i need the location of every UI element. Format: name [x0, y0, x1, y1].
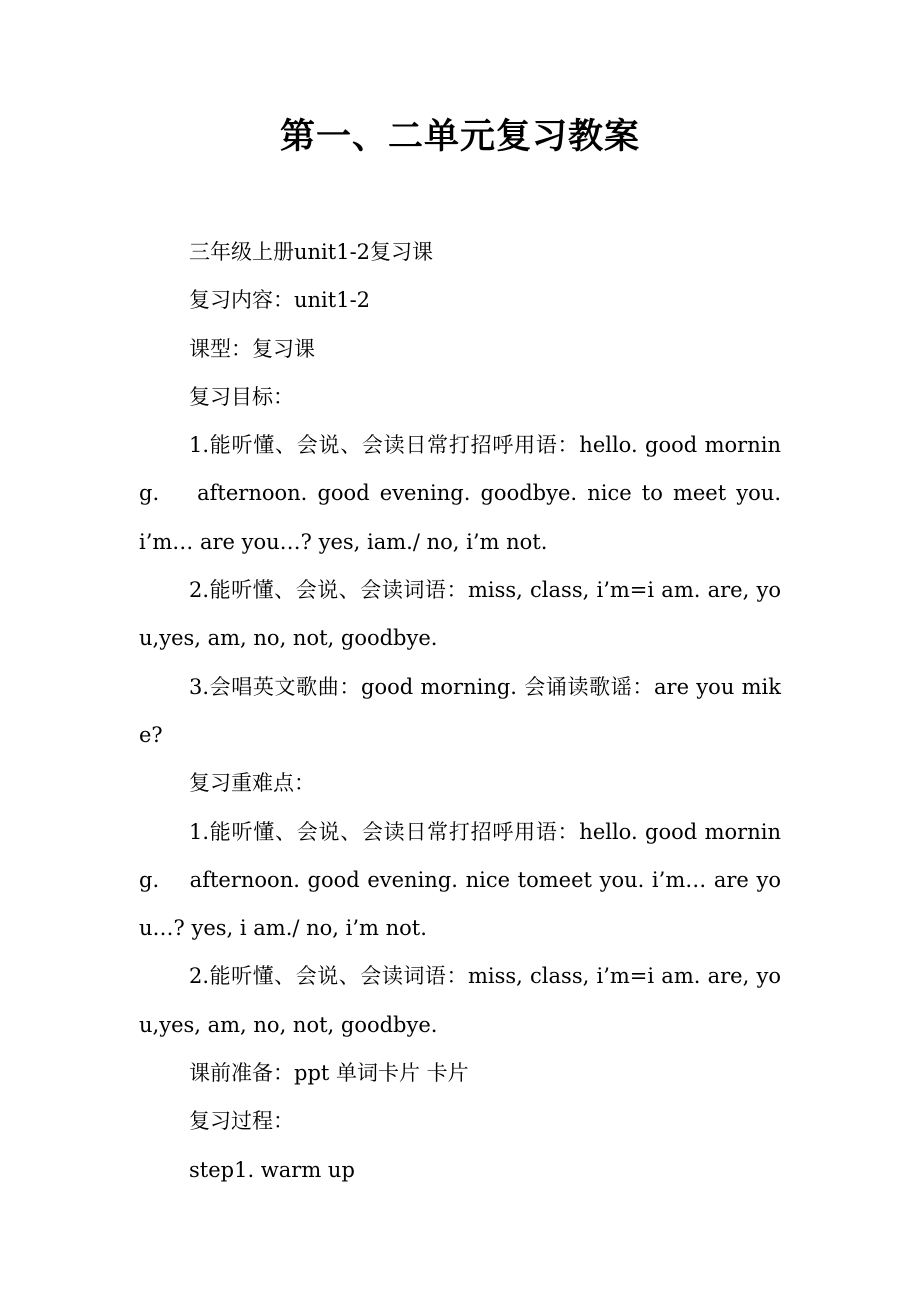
paragraph-objective-2: 2.能听懂、会说、会读词语：miss, class, i’m=i am. are, you,yes, am, no, not, goodbye.	[139, 578, 781, 651]
paragraph-preparation: 课前准备：ppt 单词卡片 卡片	[189, 1061, 469, 1086]
paragraph-key-point-2: 2.能听懂、会说、会读词语：miss, class, i’m=i am. are, you,yes, am, no, not, goodbye.	[139, 964, 781, 1037]
paragraph-lesson-type: 课型：复习课	[189, 336, 315, 361]
paragraph-key-points-heading: 复习重难点：	[189, 771, 315, 796]
page-title: 第一、二单元复习教案	[279, 116, 640, 157]
document-body	[139, 228, 781, 1194]
paragraph-objective-1: 1.能听懂、会说、会读日常打招呼用语：hello. good morning. afternoon. good evening. goodbye. nice to meet you. i’m… are you…? yes, iam./ no, i’m not.	[139, 433, 781, 554]
paragraph-course-info: 三年级上册unit1-2复习课	[189, 240, 434, 264]
paragraph-process-heading: 复习过程：	[189, 1109, 294, 1134]
paragraph-review-content: 复习内容：unit1-2	[189, 288, 371, 313]
paragraph-objective-3: 3.会唱英文歌曲：good morning. 会诵读歌谣：are you mike?	[139, 674, 781, 747]
paragraph-key-point-1: 1.能听懂、会说、会读日常打招呼用语：hello. good morning. afternoon. good evening. nice tomeet you. i’m… are you…? yes, i am./ no, i’m not.	[139, 819, 781, 941]
paragraph-objectives-heading: 复习目标：	[189, 384, 294, 409]
paragraph-step-1: step1. warm up	[189, 1157, 355, 1182]
